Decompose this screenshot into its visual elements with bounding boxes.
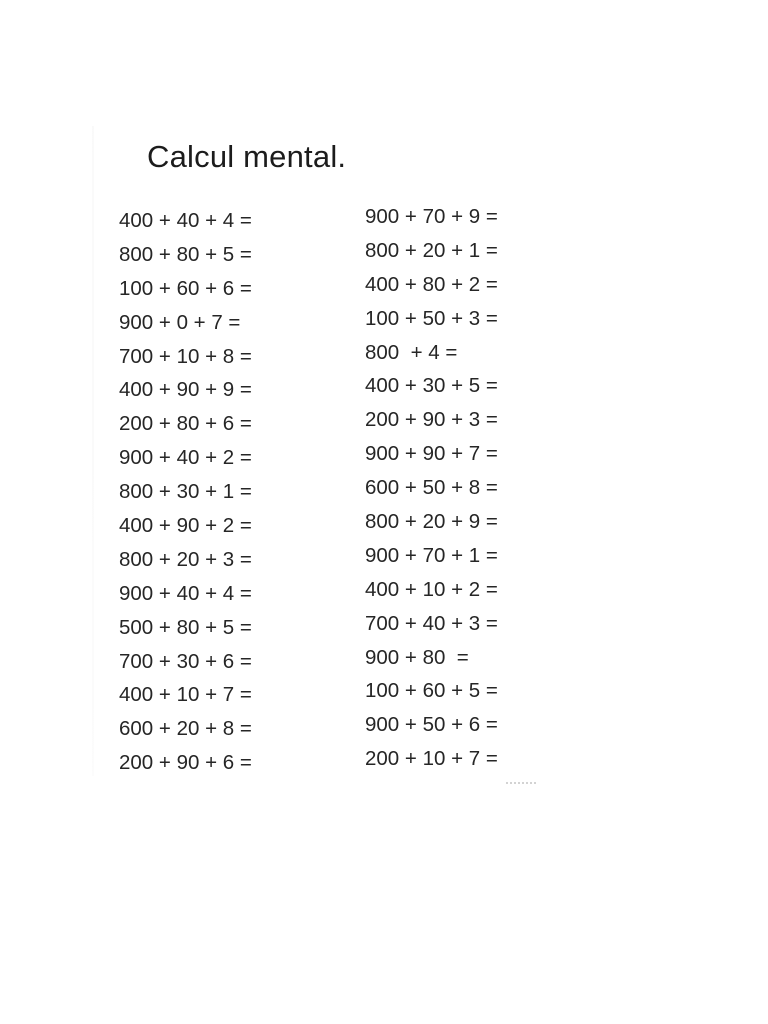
exercise-left-7: 200 + 80 + 6 = — [119, 412, 252, 436]
exercise-right-7: 200 + 90 + 3 = — [365, 408, 498, 432]
exercise-left-10: 400 + 90 + 2 = — [119, 514, 252, 538]
right-exercise-column — [365, 202, 498, 778]
exercise-left-5: 700 + 10 + 8 = — [119, 344, 252, 368]
exercise-right-9: 600 + 50 + 8 = — [365, 476, 498, 500]
exercise-right-6: 400 + 30 + 5 = — [365, 374, 498, 398]
exercise-right-15: 100 + 60 + 5 = — [365, 679, 498, 703]
exercise-left-11: 800 + 20 + 3 = — [119, 547, 252, 571]
exercise-left-2: 800 + 80 + 5 = — [119, 242, 252, 266]
exercise-right-13: 700 + 40 + 3 = — [365, 611, 498, 635]
exercise-left-13: 500 + 80 + 5 = — [119, 615, 252, 639]
exercise-left-17: 200 + 90 + 6 = — [119, 751, 252, 775]
exercise-left-6: 400 + 90 + 9 = — [119, 378, 252, 402]
exercise-right-14: 900 + 80 = — [365, 645, 469, 669]
exercise-right-5: 800 + 4 = — [365, 340, 458, 364]
exercise-right-1: 900 + 70 + 9 = — [365, 205, 498, 228]
exercise-left-4: 900 + 0 + 7 = — [119, 310, 241, 334]
exercise-right-11: 900 + 70 + 1 = — [365, 543, 498, 567]
worksheet-title: Calcul mental. — [147, 139, 347, 174]
exercise-right-4: 100 + 50 + 3 = — [365, 306, 498, 330]
scan-smudge — [506, 782, 536, 790]
exercise-left-14: 700 + 30 + 6 = — [119, 649, 252, 673]
scan-edge-mark — [92, 126, 94, 776]
exercise-left-15: 400 + 10 + 7 = — [119, 683, 252, 707]
exercise-right-16: 900 + 50 + 6 = — [365, 713, 498, 737]
exercise-left-12: 900 + 40 + 4 = — [119, 581, 252, 605]
exercise-right-2: 800 + 20 + 1 = — [365, 238, 498, 262]
exercise-right-3: 400 + 80 + 2 = — [365, 272, 498, 296]
exercise-left-3: 100 + 60 + 6 = — [119, 276, 252, 300]
exercise-left-8: 900 + 40 + 2 = — [119, 446, 252, 470]
exercise-right-12: 400 + 10 + 2 = — [365, 577, 498, 601]
exercise-left-9: 800 + 30 + 1 = — [119, 480, 252, 504]
exercise-left-1: 400 + 40 + 4 = — [119, 209, 252, 232]
exercise-right-8: 900 + 90 + 7 = — [365, 442, 498, 466]
left-exercise-column — [119, 206, 252, 782]
exercise-left-16: 600 + 20 + 8 = — [119, 717, 252, 741]
exercise-right-17: 200 + 10 + 7 = — [365, 747, 498, 771]
exercise-right-10: 800 + 20 + 9 = — [365, 510, 498, 534]
